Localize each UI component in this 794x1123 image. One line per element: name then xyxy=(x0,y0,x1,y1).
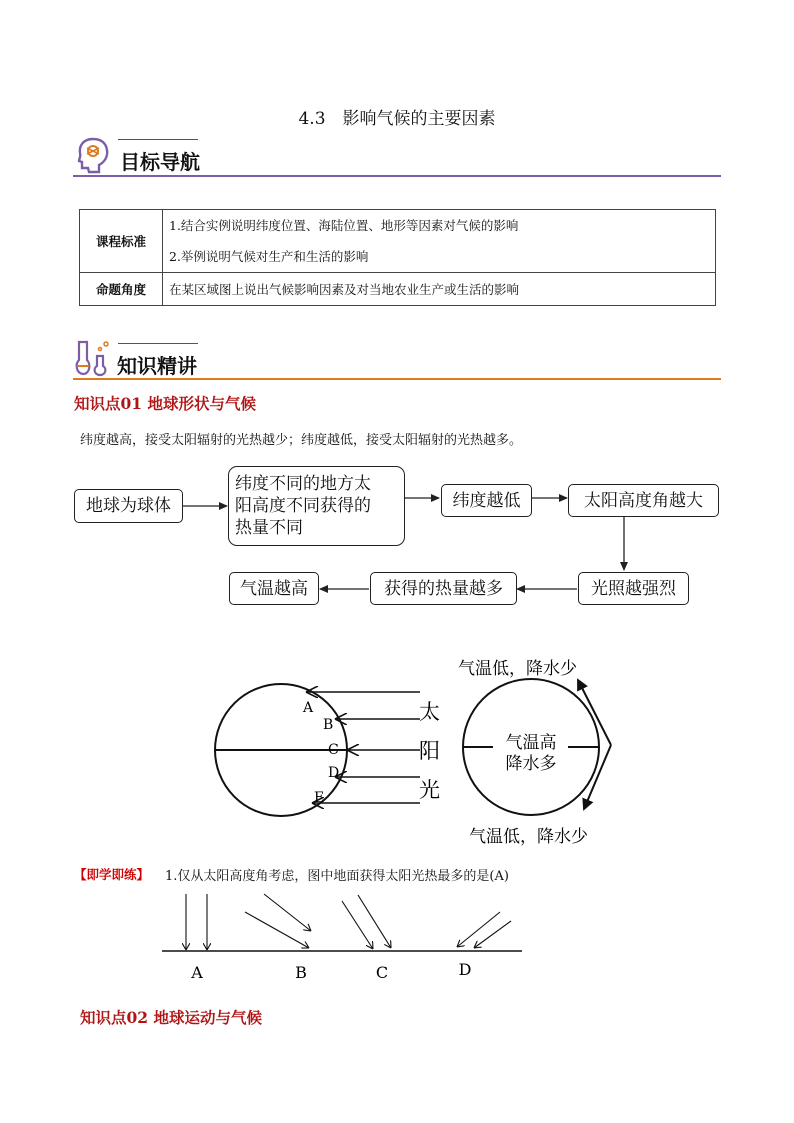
flow-box-higher-temperature xyxy=(229,572,319,605)
table-line: 在某区域图上说出气候影响因素及对当地农业生产或生活的影响 xyxy=(169,281,520,297)
flow-box-text: 纬度不同的地方太 xyxy=(235,474,371,494)
option-label: D xyxy=(458,960,472,979)
ray-d1 xyxy=(457,912,500,947)
knowledge-point-title: 知识点01 地球形状与气候 xyxy=(74,394,256,413)
option-label: A xyxy=(191,963,203,982)
practice-label: 【即学即练】 xyxy=(74,867,150,882)
center-label: 降水多 xyxy=(505,754,557,774)
option-label: C xyxy=(375,963,389,982)
table-row-header: 课程标准 xyxy=(80,210,163,273)
earth-sunlight-diagram xyxy=(0,640,794,860)
flow-box-text: 获得的热量越多 xyxy=(384,578,503,599)
table-row-header: 命题角度 xyxy=(80,273,163,306)
bottom-climate-label: 气温低，降水少 xyxy=(469,827,588,847)
point-label: B xyxy=(323,717,334,733)
top-climate-label: 气温低，降水少 xyxy=(458,659,577,679)
flow-box-text: 阳高度不同获得的 xyxy=(235,496,371,516)
point-label: D xyxy=(328,765,340,781)
flow-box-earth-sphere xyxy=(74,489,183,523)
flow-box-latitude-difference xyxy=(228,466,405,546)
table-line: 2.举例说明气候对生产和生活的影响 xyxy=(169,249,369,264)
center-label: 气温高 xyxy=(505,733,557,753)
flow-box-text: 地球为球体 xyxy=(86,496,171,516)
ray-d2 xyxy=(474,921,511,948)
flow-box-text: 气温越高 xyxy=(240,578,308,599)
flow-box-text: 太阳高度角越大 xyxy=(584,490,703,511)
flow-box-stronger-light xyxy=(578,572,689,605)
sun-label: 阳 xyxy=(419,739,440,763)
table-line: 1.结合实例说明纬度位置、海陆位置、地形等因素对气候的影响 xyxy=(169,218,519,233)
ray-c2 xyxy=(358,895,391,948)
flow-box-more-heat xyxy=(370,572,517,605)
flow-box-text: 纬度越低 xyxy=(452,490,521,511)
paragraph: 纬度越高，接受太阳辐射的光热越少；纬度越低，接受太阳辐射的光热越多。 xyxy=(80,433,523,448)
ray-b1 xyxy=(264,894,311,931)
point-label: C xyxy=(328,742,339,758)
arrow-to-top xyxy=(578,680,611,745)
flow-box-sun-angle-larger xyxy=(568,484,719,517)
point-label: E xyxy=(314,790,325,806)
flow-box-text: 光照越强烈 xyxy=(591,578,676,599)
section-heading: 目标导航 xyxy=(120,150,200,174)
ray-c1 xyxy=(342,901,373,949)
sun-angle-diagram xyxy=(0,885,794,990)
sun-label: 光 xyxy=(419,778,440,802)
flow-box-lower-latitude xyxy=(441,484,532,517)
page-title: 4.3 影响气候的主要因素 xyxy=(298,109,496,129)
ray-b2 xyxy=(245,912,309,948)
flow-box-text: 热量不同 xyxy=(235,518,303,538)
practice-question: 1.仅从太阳高度角考虑，图中地面获得太阳光热最多的是(A) xyxy=(165,869,509,884)
knowledge-point-title: 知识点02 地球运动与气候 xyxy=(80,1008,262,1027)
sun-label: 太 xyxy=(419,700,440,724)
option-label: B xyxy=(295,963,307,982)
arrow-to-bottom xyxy=(584,745,611,809)
section-heading: 知识精讲 xyxy=(117,354,197,378)
point-label: A xyxy=(303,700,314,716)
